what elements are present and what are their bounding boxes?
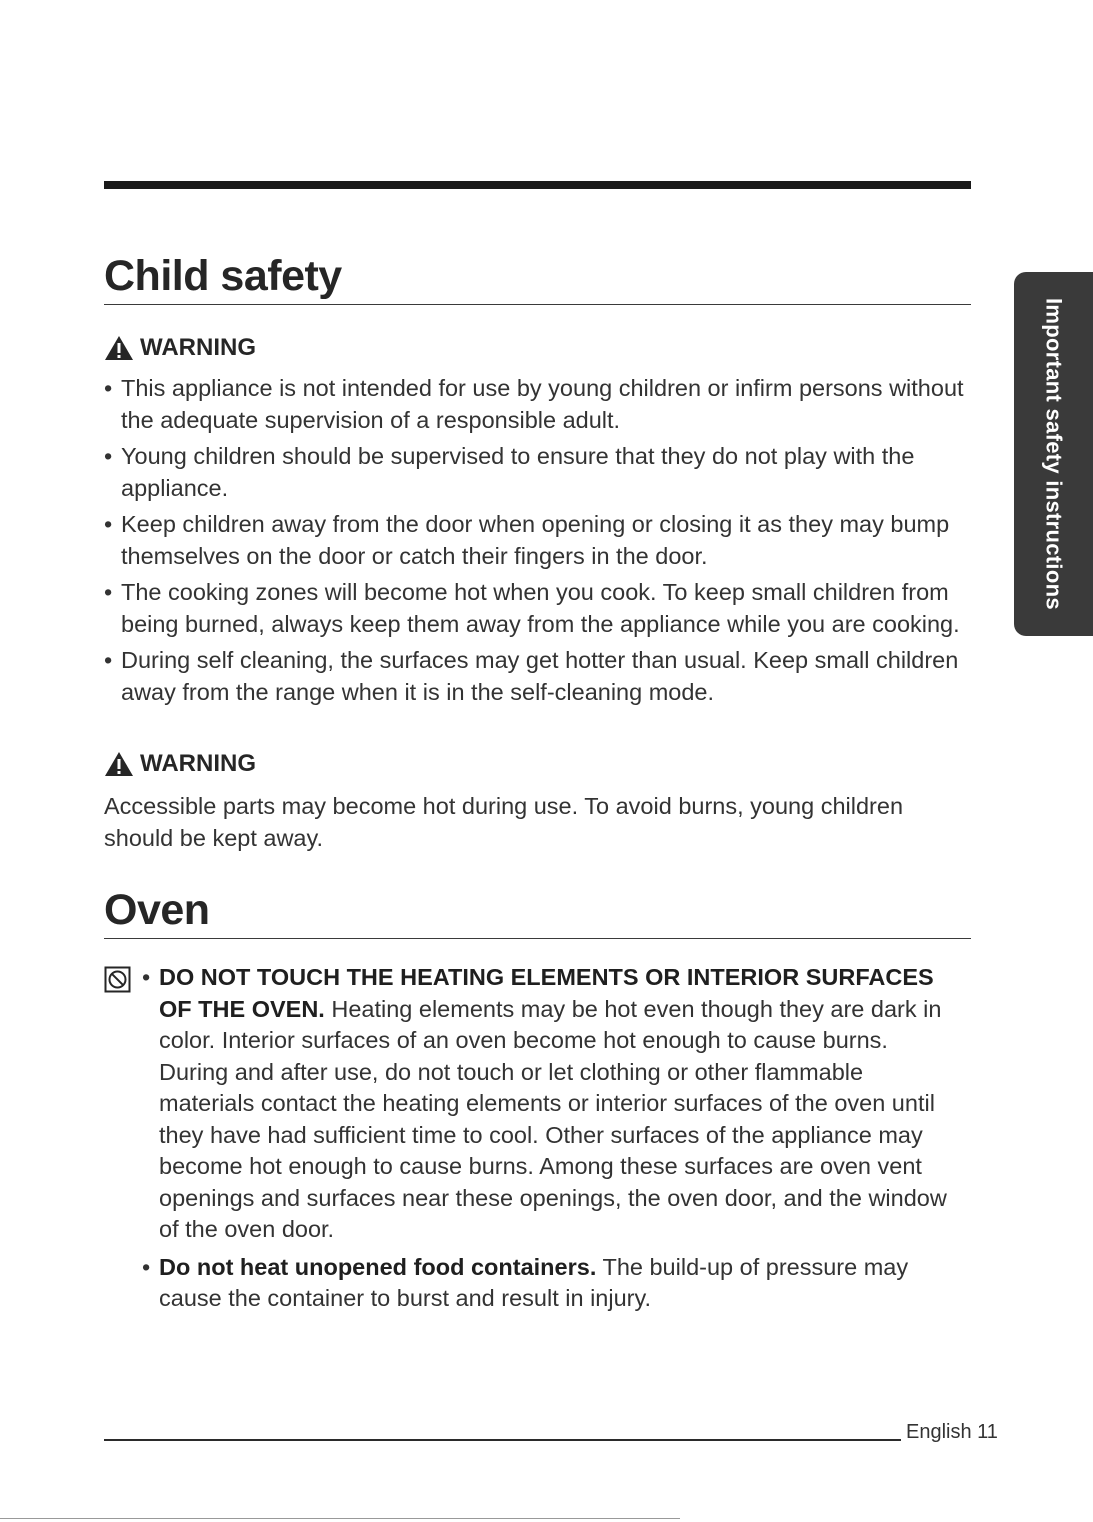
child-safety-list [104, 373, 964, 713]
warning-label: WARNING [140, 750, 256, 777]
list-item: • This appliance is not intended for use by young children or infirm persons without the adequate supervision of a responsible adult. [104, 373, 964, 436]
warning-label: WARNING [140, 334, 256, 361]
section-title-oven: Oven [104, 884, 971, 939]
list-item: • The cooking zones will become hot when you cook. To keep small children from being burned, always keep them away from the appliance while you are cooking. [104, 577, 964, 640]
list-item [142, 962, 962, 1246]
warning-triangle-icon [104, 751, 134, 777]
side-tab [1014, 272, 1093, 636]
page-number: English 11 [906, 1421, 998, 1443]
warning-heading [104, 749, 256, 779]
bottom-divider [0, 1518, 680, 1519]
list-item: • Young children should be supervised to ensure that they do not play with the appliance. [104, 441, 964, 504]
list-item: • Keep children away from the door when opening or closing it as they may bump themselves on the door or catch their fingers in the door. [104, 509, 964, 572]
list-item-text: Heating elements may be hot even though they are dark in color. Interior surfaces of an oven become hot enough to cause burns. During and after use, do not touch or let clothing or other flammable materials contact the heating elements or interior surfaces of the oven until they have had sufficient time to cool. Other surfaces of the appliance may become hot enough to cause burns. Among these surfaces are oven vent openings and surfaces near these openings, the oven door, and the window of the oven door. [159, 995, 947, 1242]
warning-triangle-icon [104, 335, 134, 361]
side-tab-label: Important safety instructions [1041, 298, 1067, 610]
list-item-text: The build-up of pressure may cause the container to burst and result in injury. [159, 1253, 909, 1311]
list-item [142, 1252, 962, 1315]
footer-rule [104, 1439, 901, 1441]
prohibited-icon [104, 966, 131, 993]
warning-paragraph: Accessible parts may become hot during use. To avoid burns, young children should be kept away. [104, 793, 904, 851]
top-rule [104, 181, 971, 189]
list-item-emphasis: Do not heat unopened food containers. [159, 1253, 597, 1280]
list-item-emphasis: DO NOT TOUCH THE HEATING ELEMENTS OR INTERIOR SURFACES OF THE OVEN. [159, 964, 934, 1022]
oven-list [142, 962, 962, 1321]
warning-heading [104, 333, 256, 363]
list-item: • During self cleaning, the surfaces may get hotter than usual. Keep small children away from the range when it is in the self-cleaning mode. [104, 645, 964, 708]
section-title-child-safety: Child safety [104, 250, 971, 305]
